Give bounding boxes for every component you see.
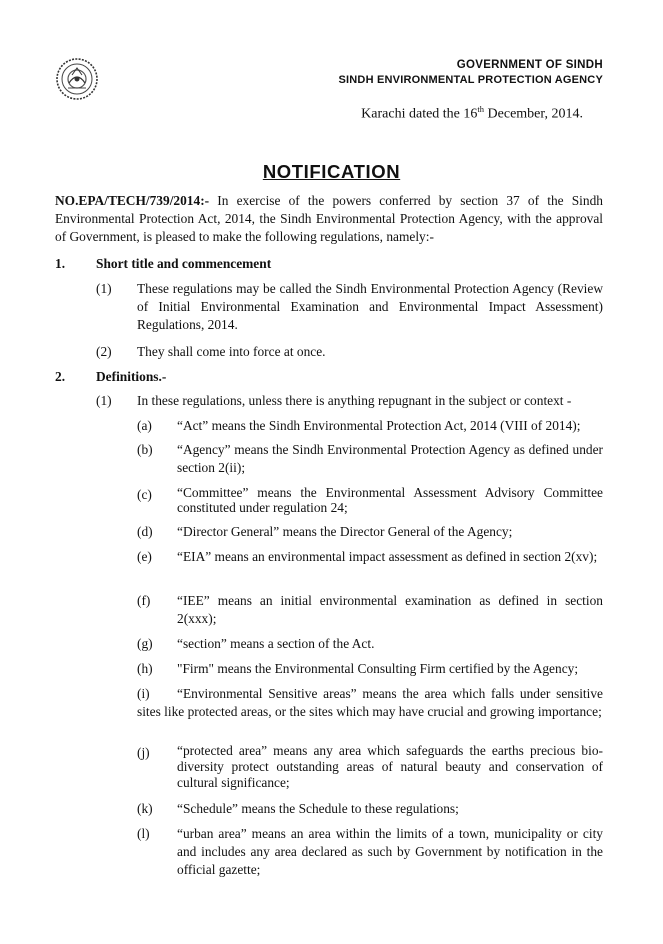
definition-label: (d) [137,524,153,539]
section-1-number: 1. [55,256,66,271]
section-2-sub-label: (1) [96,393,112,408]
definition-agency: “Agency” means the Sindh Environmental Protection Agency as defined under section 2(ii); [177,442,603,475]
definition-eia: “EIA” means an environmental impact assessment as defined in section 2(xv); [177,549,598,564]
intro-paragraph [55,192,603,246]
definition-label: (a) [137,418,152,433]
definition-environmental-sensitive-areas: “Environmental Sensitive areas” means the area which falls under sensitive sites like protected areas, or the sites which may have crucial and growing importance; [137,686,603,719]
definition-label: (e) [137,549,152,564]
definition-label: (f) [137,593,151,608]
section-1-item-1-label: (1) [96,281,112,296]
section-1-item-2-text: They shall come into force at once. [137,344,326,359]
definition-label: (h) [137,661,153,676]
definition-protected-area: “protected area” means any area which safeguards the earths precious bio-diversity protect outstanding areas of natural beauty and conservation of cultural significance; [177,743,603,790]
definition-director-general: “Director General” means the Director General of the Agency; [177,524,513,539]
document-date [361,104,583,123]
definition-label: (i) [137,686,150,701]
definition-label: (c) [137,487,152,502]
definition-section: “section” means a section of the Act. [177,636,375,651]
definition-urban-area: “urban area” means an area within the limits of a town, municipality or city and includes any area declared as such by Government by notification in the official gazette; [177,826,603,877]
section-2-sub-text: In these regulations, unless there is anything repugnant in the subject or context - [137,393,572,408]
definition-label: (l) [137,826,150,841]
section-2-heading: Definitions.- [96,369,167,384]
definition-committee: “Committee” means the Environmental Assessment Advisory Committee constituted under regulation 24; [177,485,603,515]
date-prefix: Karachi dated the 16 [361,106,478,122]
section-1-item-1-text: These regulations may be called the Sindh Environmental Protection Agency (Review of Initial Environmental Examination and Environmental Impact Assessment) Regulations, 2014. [137,281,603,332]
definition-label: (b) [137,442,153,457]
notification-reference: NO.EPA/TECH/739/2014:- [55,193,210,208]
government-heading: GOVERNMENT OF SINDH [456,59,603,71]
definition-label: (k) [137,801,153,816]
government-seal [55,57,99,101]
date-superscript: th [477,104,485,114]
definition-iee: “IEE” means an initial environmental examination as defined in section 2(xxx); [177,593,603,626]
page-title: NOTIFICATION [262,161,401,182]
intro-text: In exercise of the powers conferred by section 37 of the Sindh Environmental Protection Act, 2014, the Sindh Environmental Protection Agency, with the approval of Government, is pleased to make the following regulations, namely:- [55,193,603,244]
definition-schedule: “Schedule” means the Schedule to these regulations; [177,801,459,816]
definition-firm: "Firm" means the Environmental Consulting Firm certified by the Agency; [177,661,579,676]
definition-act: “Act” means the Sindh Environmental Protection Act, 2014 (VIII of 2014); [177,418,581,433]
date-suffix: December, 2014. [484,106,583,122]
definition-label: (j) [137,745,150,760]
section-1-item-2-label: (2) [96,344,112,359]
agency-heading: SINDH ENVIRONMENTAL PROTECTION AGENCY [338,74,603,86]
section-2-number: 2. [55,369,66,384]
section-1-heading: Short title and commencement [96,256,272,271]
definition-label: (g) [137,636,153,651]
